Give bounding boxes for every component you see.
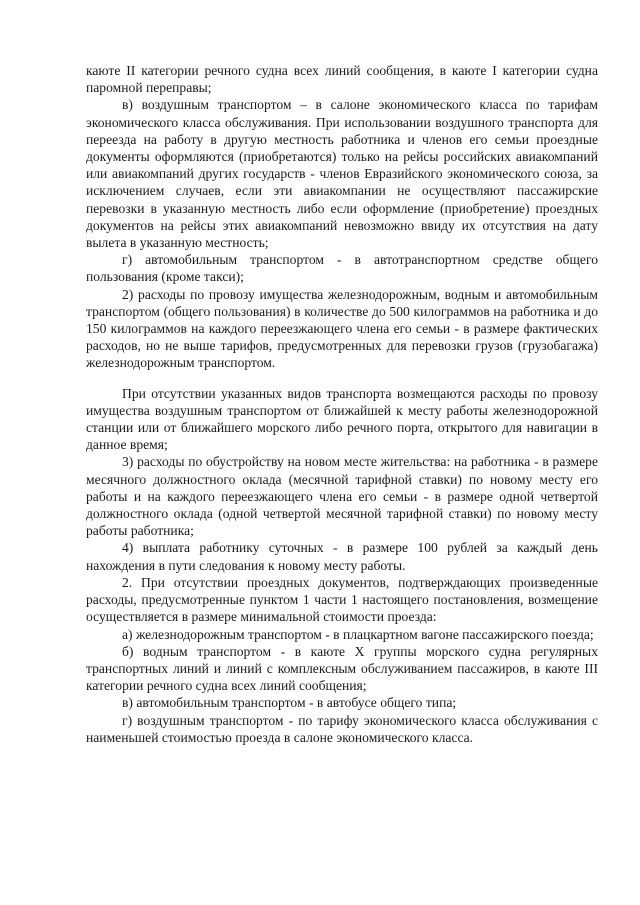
paragraph-water: б) водным транспортом - в каюте X группы морского судна регулярных транспортных линий и линий с комплексным обслуживанием пассажиров, в каюте III категории речного судна всех линий сообщения; [86, 643, 598, 694]
document-page [86, 62, 598, 746]
paragraph-railway: а) железнодорожным транспортом - в плацкартном вагоне пассажирского поезда; [122, 626, 594, 642]
paragraph-air-tariff: г) воздушным транспортом - по тарифу экономического класса обслуживания с наименьшей стоимостью проезда в салоне экономического класса. [86, 712, 598, 745]
paragraph-continuation: каюте II категории речного судна всех линий сообщения, в каюте I категории судна паромной переправы; [86, 63, 598, 96]
paragraph-property-transport: 2) расходы по провозу имущества железнодорожным, водным и автомобильным транспортом (общего пользования) в количестве до 500 килограммов на работника и до 150 килограммов на каждого переезжающего члена его семьи - в размере фактических расходов, но не выше тарифов, предусмотренных для перевозки грузов (грузобагажа) железнодорожным транспортом. [86, 286, 598, 371]
paragraph-road-transport: г) автомобильным транспортом - в автотранспортном средстве общего пользования (кроме такси); [86, 252, 598, 285]
paragraph-air-transport: в) воздушным транспортом – в салоне экономического класса по тарифам экономического класса обслуживания. При использовании воздушного транспорта для переезда на работу в другую местность работника и членов его семьи проездные документы оформляются (приобретаются) только на рейсы российских авиакомпаний или авиакомпаний других государств - членов Евразийского экономического союза, за исключением случаев, если эти авиакомпании не осуществляют пассажирские перевозки в указанную местность либо если оформление (приобретение) проездных документов на рейсы этих авиакомпаний невозможно ввиду их отсутствия на дату вылета в указанную местность; [86, 97, 598, 251]
paragraph-settling-expenses: 3) расходы по обустройству на новом месте жительства: на работника - в размере месячного должностного оклада (месячной тарифной ставки) по новому месту его работы и на каждого переезжающего члена его семьи - в размере одной четвертой должностного оклада (одной четвертой месячной тарифной ставки) по новому месту работы работника; [86, 454, 598, 539]
paragraph-no-travel-documents: 2. При отсутствии проездных документов, подтверждающих произведенные расходы, предусмотренные пунктом 1 части 1 настоящего постановления, возмещение осуществляется в размере минимальной стоимости проезда: [86, 574, 598, 625]
paragraph-no-transport: При отсутствии указанных видов транспорта возмещаются расходы по провозу имущества воздушным транспортом от ближайшей к месту работы железнодорожной станции или от ближайшего морского либо речного порта, открытого для навигации в данное время; [86, 385, 598, 453]
paragraph-bus: в) автомобильным транспортом - в автобусе общего типа; [122, 695, 457, 711]
paragraph-daily-allowance: 4) выплата работнику суточных - в размере 100 рублей за каждый день нахождения в пути следования к новому месту работы. [86, 540, 598, 573]
